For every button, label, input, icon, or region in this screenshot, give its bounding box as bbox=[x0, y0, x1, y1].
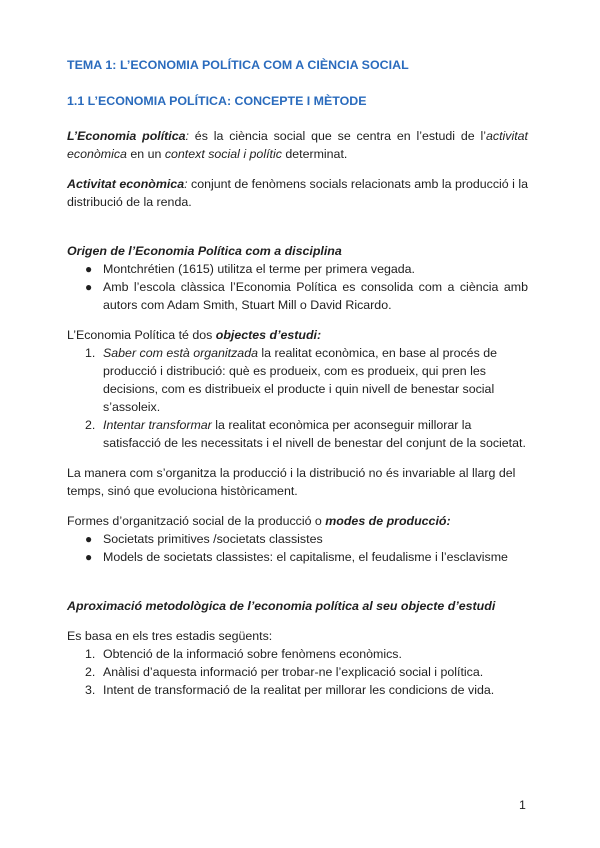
list-item-number: 2. bbox=[85, 665, 96, 679]
approach-heading: Aproximació metodològica de l’economia política al seu objecte d’estudi bbox=[67, 599, 496, 613]
bullet-icon: ● bbox=[85, 262, 93, 276]
definition-colon: : bbox=[185, 129, 189, 143]
modes-intro-bold: modes de producció: bbox=[325, 514, 451, 528]
modes-intro bbox=[67, 512, 528, 530]
list-item bbox=[67, 663, 528, 681]
definition-italic-context: context social i polític bbox=[164, 147, 282, 161]
list-item bbox=[67, 548, 528, 566]
definition-economia-politica bbox=[67, 127, 528, 163]
page-content bbox=[67, 56, 528, 699]
list-item-text: Obtenció de la informació sobre fenòmens econòmics. bbox=[103, 647, 402, 661]
list-item-number: 2. bbox=[85, 418, 96, 432]
list-item bbox=[67, 530, 528, 548]
objects-intro-text: L’Economia Política té dos bbox=[67, 328, 216, 342]
list-item-number: 1. bbox=[85, 346, 96, 360]
list-item bbox=[67, 416, 528, 452]
list-item-number: 3. bbox=[85, 683, 96, 697]
definition-term: L’Economia política bbox=[67, 129, 186, 143]
list-item-text: la realitat econòmica per aconseguir millorar la satisfacció de les necessitats i el nivell de benestar del conjunt de la societat. bbox=[103, 418, 526, 450]
list-item bbox=[67, 344, 528, 416]
list-item-text: la realitat econòmica, en base al procés de producció i distribució: què es produeix, com es produeix, qui pren les decisions, com es distribueix el producte i quin nivell de benestar social s’assoleix. bbox=[103, 346, 497, 414]
definition-text: és la ciència social que se centra en l’estudi de l’ bbox=[188, 129, 486, 143]
list-item-text: Models de societats classistes: el capitalisme, el feudalisme i l’esclavisme bbox=[103, 550, 508, 564]
list-item-text: Anàlisi d’aquesta informació per trobar-ne l’explicació social i política. bbox=[103, 665, 484, 679]
section-subtitle: 1.1 L’ECONOMIA POLÍTICA: CONCEPTE I MÈTODE bbox=[67, 94, 367, 108]
list-item-text: Montchrétien (1615) utilitza el terme per primera vegada. bbox=[103, 262, 415, 276]
list-item bbox=[67, 260, 528, 278]
definition-term: Activitat econòmica bbox=[67, 177, 185, 191]
bullet-icon: ● bbox=[85, 532, 93, 546]
list-item-italic: Intentar transformar bbox=[103, 418, 212, 432]
definition-text: conjunt de fenòmens socials relacionats amb la producció i la distribució de la renda. bbox=[67, 177, 529, 209]
list-item bbox=[67, 645, 528, 663]
list-item-number: 1. bbox=[85, 647, 96, 661]
objects-numbered-list bbox=[67, 344, 528, 452]
list-item-italic: Saber com està organitzada bbox=[103, 346, 258, 360]
definition-text: determinat. bbox=[281, 147, 348, 161]
list-item bbox=[67, 681, 528, 699]
approach-intro: Es basa en els tres estadis següents: bbox=[67, 629, 273, 643]
page-number: 1 bbox=[519, 798, 526, 812]
bullet-icon: ● bbox=[85, 280, 93, 294]
document-title: TEMA 1: L’ECONOMIA POLÍTICA COM A CIÈNCIA SOCIAL bbox=[67, 58, 409, 72]
definition-text: en un bbox=[126, 147, 165, 161]
modes-intro-text: Formes d’organització social de la producció o bbox=[67, 514, 326, 528]
list-item-text: Societats primitives /societats classistes bbox=[103, 532, 323, 546]
definition-italic-activitat: activitat econòmica bbox=[67, 129, 528, 161]
list-item bbox=[67, 278, 528, 314]
evolution-paragraph: La manera com s’organitza la producció i la distribució no és invariable al llarg del temps, sinó que evoluciona històricament. bbox=[67, 466, 516, 498]
origin-bullet-list bbox=[67, 260, 528, 314]
approach-numbered-list bbox=[67, 645, 528, 699]
definition-activitat-economica bbox=[67, 175, 528, 211]
modes-bullet-list bbox=[67, 530, 528, 566]
list-item-text: Amb l’escola clàssica l’Economia Política es consolida com a ciència amb autors com Adam Smith, Stuart Mill o David Ricardo. bbox=[103, 280, 528, 312]
bullet-icon: ● bbox=[85, 550, 93, 564]
origin-heading: Origen de l’Economia Política com a disciplina bbox=[67, 244, 342, 258]
definition-colon: : bbox=[184, 177, 188, 191]
list-item-text: Intent de transformació de la realitat per millorar les condicions de vida. bbox=[103, 683, 495, 697]
objects-intro-bold: objectes d’estudi: bbox=[215, 328, 322, 342]
objects-intro bbox=[67, 326, 528, 344]
